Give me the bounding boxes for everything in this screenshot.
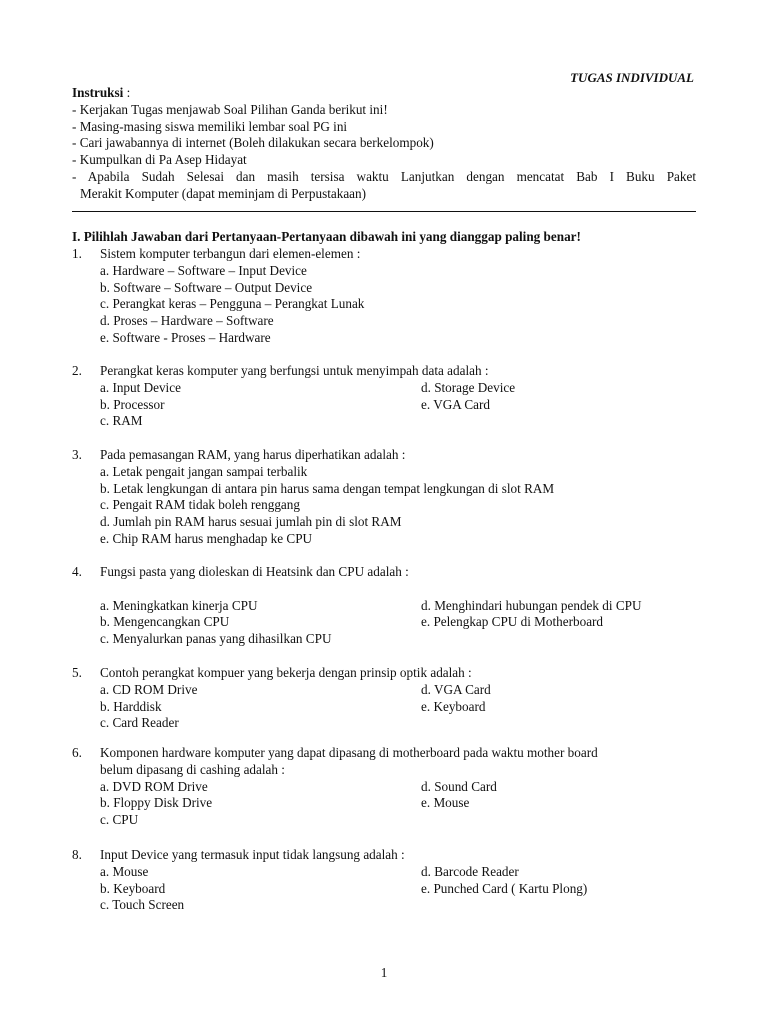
options-list [72,464,712,548]
option: d. VGA Card [421,681,491,697]
option: b. Harddisk [100,698,162,714]
question-stem [72,745,712,762]
option: b. Floppy Disk Drive [100,795,213,811]
options-list [72,864,712,914]
option: c. RAM [100,413,143,429]
options-list [72,598,712,648]
option: c. CPU [100,812,139,828]
question-number: 3. [72,447,82,462]
instructions-colon: : [123,85,131,100]
question-stem [72,847,712,864]
option: d. Sound Card [421,778,497,794]
option: b. Letak lengkungan di antara pin harus sama dengan tempat lengkungan di slot RAM [100,480,555,496]
option: a. Mouse [100,863,149,879]
question-number: 6. [72,745,82,760]
option: a. DVD ROM Drive [100,778,208,794]
question-text: Input Device yang termasuk input tidak langsung adalah : [100,847,405,862]
question [72,745,712,829]
instructions-title-line [72,85,696,102]
option: c. Perangkat keras – Pengguna – Perangkat Lunak [100,296,365,312]
option: d. Proses – Hardware – Software [100,313,274,329]
instruction-item: - Cari jawabannya di internet (Boleh dilakukan secara berkelompok) [72,135,434,151]
question-text: Perangkat keras komputer yang berfungsi untuk menyimpah data adalah : [100,363,489,378]
option: b. Keyboard [100,880,166,896]
question [72,665,712,732]
option: c. Menyalurkan panas yang dihasilkan CPU [100,631,332,647]
instruction-item: - Kerjakan Tugas menjawab Soal Pilihan Ganda berikut ini! [72,101,388,117]
option: a. Letak pengait jangan sampai terbalik [100,463,308,479]
question-text: Sistem komputer terbangun dari elemen-elemen : [100,246,361,261]
question [72,447,712,548]
question-number: 4. [72,564,82,579]
option: b. Software – Software – Output Device [100,279,313,295]
question-number: 8. [72,847,82,862]
question [72,847,712,914]
option: e. Punched Card ( Kartu Plong) [421,880,588,896]
question-stem [72,246,712,263]
option: d. Storage Device [421,379,516,395]
instruction-item-continuation: Merakit Komputer (dapat meminjam di Perpustakaan) [80,185,367,201]
question [72,363,712,430]
options-list [72,263,712,347]
options-list [72,380,712,430]
question-text: Pada pemasangan RAM, yang harus diperhatikan adalah : [100,447,406,462]
question [72,564,712,648]
option: c. Touch Screen [100,897,185,913]
options-list [72,779,712,829]
option: d. Jumlah pin RAM harus sesuai jumlah pin di slot RAM [100,514,402,530]
option: d. Menghindari hubungan pendek di CPU [421,597,642,613]
question-text: Komponen hardware komputer yang dapat dipasang di motherboard pada waktu mother board [100,745,598,760]
option: e. Chip RAM harus menghadap ke CPU [100,530,313,546]
instructions-label: Instruksi [72,85,124,100]
question-number: 1. [72,246,82,261]
question-text-continuation: belum dipasang di cashing adalah : [100,761,285,777]
options-list [72,682,712,732]
option: a. Input Device [100,379,181,395]
question-number: 5. [72,665,82,680]
instructions-block [72,85,696,203]
divider [72,211,696,212]
option: d. Barcode Reader [421,863,519,879]
option: e. Software - Proses – Hardware [100,329,271,345]
option: c. Pengait RAM tidak boleh renggang [100,497,300,513]
option: e. Pelengkap CPU di Motherboard [421,614,604,630]
option: b. Processor [100,396,165,412]
option: a. Hardware – Software – Input Device [100,262,307,278]
instruction-item: - Apabila Sudah Selesai dan masih tersisa waktu Lanjutkan dengan mencatat Bab I Buku Paket [72,168,696,184]
section-title: I. Pilihlah Jawaban dari Pertanyaan-Pertanyaan dibawah ini yang dianggap paling benar! [72,229,581,244]
option: b. Mengencangkan CPU [100,614,230,630]
question-stem [72,564,712,581]
option: a. Meningkatkan kinerja CPU [100,597,258,613]
option: e. Mouse [421,795,470,811]
page-number: 1 [380,965,388,980]
question-stem [72,447,712,464]
option: a. CD ROM Drive [100,681,198,697]
question-stem [72,363,712,380]
question-number: 2. [72,363,82,378]
instruction-item: - Masing-masing siswa memiliki lembar soal PG ini [72,118,348,134]
option: c. Card Reader [100,715,179,731]
question-stem [72,665,712,682]
question-text: Fungsi pasta yang dioleskan di Heatsink dan CPU adalah : [100,564,409,579]
question-text: Contoh perangkat kompuer yang bekerja dengan prinsip optik adalah : [100,665,472,680]
instruction-item: - Kumpulkan di Pa Asep Hidayat [72,152,247,168]
question [72,246,712,347]
option: e. VGA Card [421,396,490,412]
page-header: TUGAS INDIVIDUAL [570,70,694,85]
option: e. Keyboard [421,698,486,714]
